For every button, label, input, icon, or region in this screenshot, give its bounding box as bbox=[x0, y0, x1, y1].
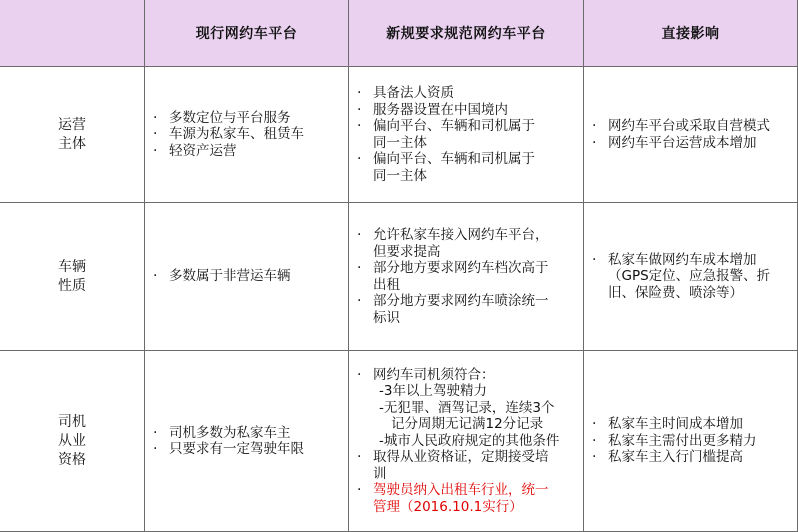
list-item: · 多数定位与平台服务 bbox=[153, 110, 304, 127]
new-list bbox=[357, 85, 535, 184]
cell-impact bbox=[584, 351, 798, 532]
impact-list bbox=[592, 252, 770, 302]
row-label-text: 司机 bbox=[58, 413, 86, 430]
list-item: 同一主体 bbox=[373, 134, 427, 151]
list-item: 标识 bbox=[373, 309, 400, 326]
cell-impact bbox=[584, 67, 798, 203]
row-label-text: 运营 bbox=[58, 116, 86, 133]
cell-current bbox=[145, 67, 349, 203]
row-label-cell bbox=[0, 203, 145, 351]
row-label-text: 性质 bbox=[58, 277, 86, 294]
header-corner bbox=[0, 0, 145, 67]
list-item: · 服务器设置在中国境内 bbox=[357, 102, 535, 119]
cell-current bbox=[145, 351, 349, 532]
list-item: 训 bbox=[373, 465, 387, 482]
header-label: 直接影响 bbox=[661, 26, 720, 42]
list-item: · 车源为私家车、租赁车 bbox=[153, 126, 304, 143]
list-item: · 私家车主时间成本增加 bbox=[592, 416, 757, 433]
cell-impact bbox=[584, 203, 798, 351]
list-item: （GPS定位、应急报警、折 bbox=[608, 268, 771, 285]
header-cell bbox=[584, 0, 798, 67]
row-label-text: 从业 bbox=[58, 432, 86, 449]
row-label-cell bbox=[0, 67, 145, 203]
list-item: · 允许私家车接入网约车平台， bbox=[357, 227, 549, 244]
list-item: · 部分地方要求网约车喷涂统一 bbox=[357, 293, 549, 310]
list-item: -3年以上驾驶精力 bbox=[379, 383, 487, 400]
row-label-text: 主体 bbox=[58, 135, 86, 152]
list-item: 管理（2016.10.1实行） bbox=[373, 498, 523, 515]
list-item: · 私家车主入行门槛提高 bbox=[592, 449, 757, 466]
impact-list bbox=[592, 416, 757, 466]
list-item: · 多数属于非营运车辆 bbox=[153, 268, 291, 285]
list-item: · 网约车平台运营成本增加 bbox=[592, 135, 770, 152]
row-label-cell bbox=[0, 351, 145, 532]
list-item: · 网约车平台或采取自营模式 bbox=[592, 118, 770, 135]
cell-new bbox=[349, 351, 584, 532]
current-list bbox=[153, 425, 304, 458]
list-item: · 偏向平台、车辆和司机属于 bbox=[357, 118, 535, 135]
list-item: · 部分地方要求网约车档次高于 bbox=[357, 260, 549, 277]
list-item: · 取得从业资格证，定期接受培 bbox=[357, 449, 559, 466]
impact-list bbox=[592, 118, 770, 151]
new-list bbox=[357, 367, 559, 516]
list-item: · 网约车司机须符合： bbox=[357, 367, 559, 384]
current-list bbox=[153, 110, 304, 160]
list-item: -城市人民政府规定的其他条件 bbox=[379, 432, 560, 449]
cell-new bbox=[349, 203, 584, 351]
list-item: · 具备法人资质 bbox=[357, 85, 535, 102]
list-item: 但要求提高 bbox=[373, 243, 441, 260]
list-item: · 私家车主需付出更多精力 bbox=[592, 433, 757, 450]
cell-new bbox=[349, 67, 584, 203]
list-item: · 轻资产运营 bbox=[153, 143, 304, 160]
header-cell bbox=[349, 0, 584, 67]
list-item: 出租 bbox=[373, 276, 400, 293]
list-item: · 私家车做网约车成本增加 bbox=[592, 252, 770, 269]
list-item: · 只要求有一定驾驶年限 bbox=[153, 441, 304, 458]
row-label-text: 车辆 bbox=[58, 258, 86, 275]
row-label-text: 资格 bbox=[58, 451, 86, 468]
cell-current bbox=[145, 203, 349, 351]
current-list bbox=[153, 268, 291, 285]
header-label: 新规要求规范网约车平台 bbox=[386, 26, 546, 42]
list-item: 同一主体 bbox=[373, 167, 427, 184]
list-item: · 司机多数为私家车主 bbox=[153, 425, 304, 442]
list-item: 记分周期无记满12分记录 bbox=[391, 416, 544, 433]
header-cell bbox=[145, 0, 349, 67]
list-item: 旧、保险费、喷涂等） bbox=[608, 284, 743, 301]
list-item: · 偏向平台、车辆和司机属于 bbox=[357, 151, 535, 168]
list-item: -无犯罪、酒驾记录，连续3个 bbox=[379, 399, 555, 416]
list-item: · 驾驶员纳入出租车行业，统一 bbox=[357, 482, 559, 499]
new-list bbox=[357, 227, 549, 326]
header-label: 现行网约车平台 bbox=[195, 26, 298, 42]
